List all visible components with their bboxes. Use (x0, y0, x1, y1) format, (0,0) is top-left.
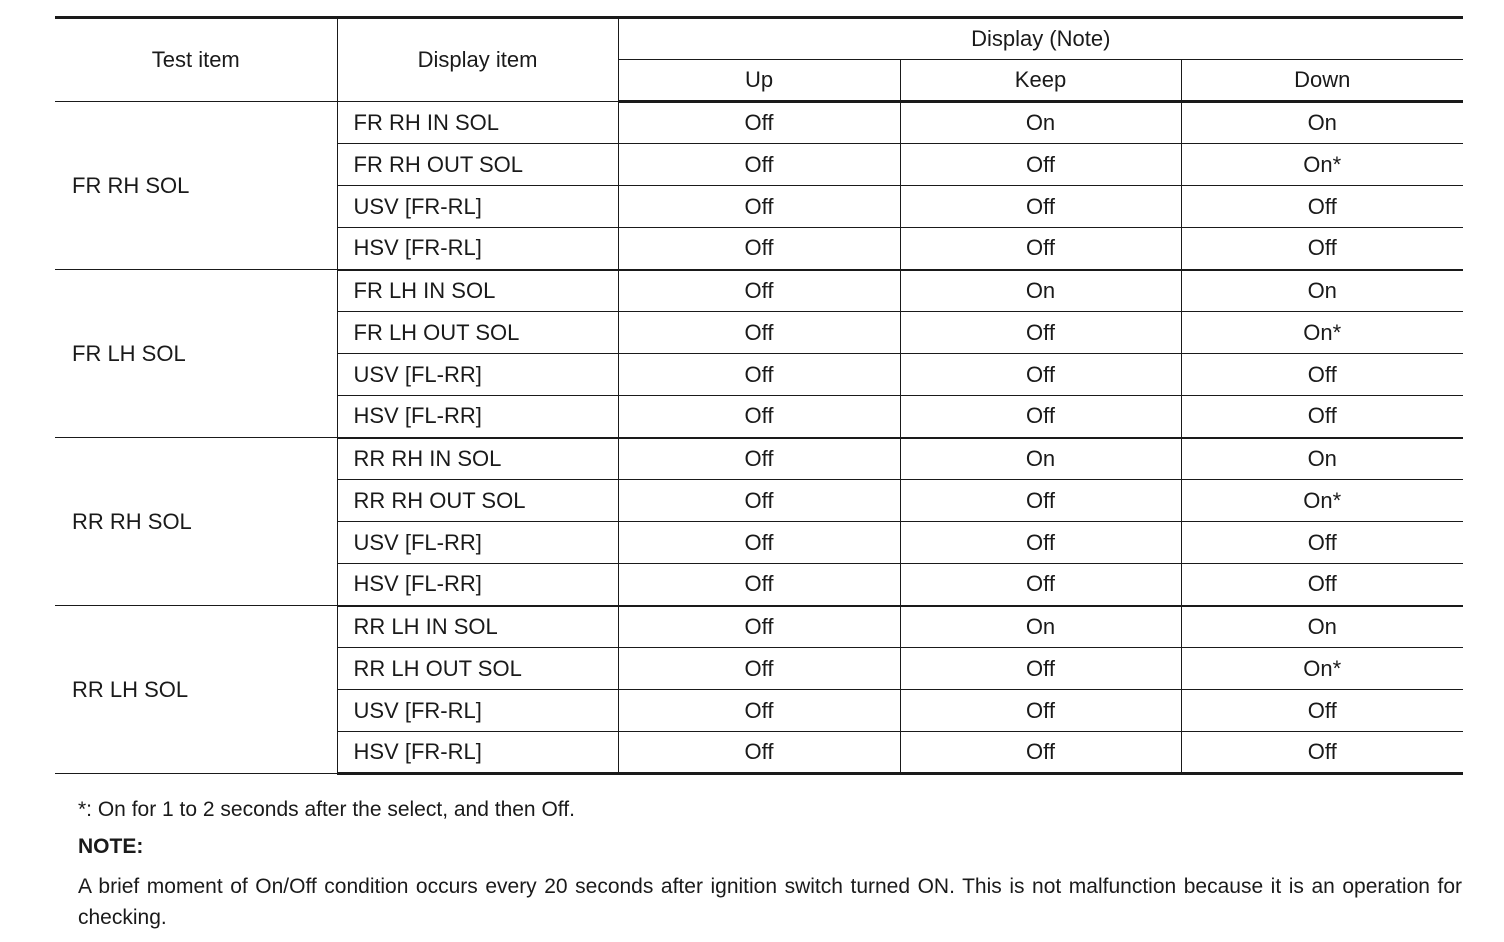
display-item-cell: FR LH OUT SOL (337, 312, 618, 354)
up-value-cell: Off (618, 606, 900, 648)
keep-value-cell: Off (900, 186, 1181, 228)
display-item-cell: RR RH OUT SOL (337, 480, 618, 522)
up-value-cell: Off (618, 648, 900, 690)
up-value-cell: Off (618, 438, 900, 480)
down-value-cell: On* (1181, 312, 1463, 354)
table-row (55, 606, 1463, 648)
keep-value-cell: Off (900, 690, 1181, 732)
table-row (55, 438, 1463, 480)
keep-value-cell: Off (900, 522, 1181, 564)
keep-value-cell: Off (900, 144, 1181, 186)
down-value-cell: Off (1181, 690, 1463, 732)
keep-value-cell: Off (900, 648, 1181, 690)
keep-value-cell: Off (900, 312, 1181, 354)
table-row (55, 270, 1463, 312)
up-value-cell: Off (618, 312, 900, 354)
solenoid-test-table (55, 16, 1463, 775)
keep-value-cell: Off (900, 354, 1181, 396)
up-value-cell: Off (618, 102, 900, 144)
keep-value-cell: On (900, 438, 1181, 480)
up-value-cell: Off (618, 228, 900, 270)
display-item-cell: RR RH IN SOL (337, 438, 618, 480)
display-item-cell: USV [FR-RL] (337, 690, 618, 732)
down-value-cell: On* (1181, 480, 1463, 522)
up-value-cell: Off (618, 522, 900, 564)
keep-value-cell: On (900, 102, 1181, 144)
keep-value-cell: On (900, 606, 1181, 648)
up-value-cell: Off (618, 480, 900, 522)
up-value-cell: Off (618, 270, 900, 312)
header-keep: Keep (900, 60, 1181, 102)
keep-value-cell: Off (900, 564, 1181, 606)
down-value-cell: Off (1181, 186, 1463, 228)
down-value-cell: On* (1181, 144, 1463, 186)
test-item-cell: RR LH SOL (55, 606, 337, 774)
up-value-cell: Off (618, 354, 900, 396)
test-item-cell: RR RH SOL (55, 438, 337, 606)
down-value-cell: On (1181, 102, 1463, 144)
footnote: *: On for 1 to 2 seconds after the select, and then Off. (78, 798, 575, 821)
down-value-cell: Off (1181, 522, 1463, 564)
keep-value-cell: Off (900, 228, 1181, 270)
display-item-cell: RR LH OUT SOL (337, 648, 618, 690)
up-value-cell: Off (618, 144, 900, 186)
up-value-cell: Off (618, 564, 900, 606)
up-value-cell: Off (618, 690, 900, 732)
keep-value-cell: Off (900, 396, 1181, 438)
display-item-cell: HSV [FL-RR] (337, 396, 618, 438)
down-value-cell: Off (1181, 732, 1463, 774)
up-value-cell: Off (618, 186, 900, 228)
note-heading: NOTE: (78, 835, 144, 858)
display-item-cell: RR LH IN SOL (337, 606, 618, 648)
test-item-cell: FR LH SOL (55, 270, 337, 438)
display-item-cell: USV [FL-RR] (337, 522, 618, 564)
header-display-item: Display item (337, 18, 618, 102)
display-item-cell: HSV [FL-RR] (337, 564, 618, 606)
display-item-cell: FR LH IN SOL (337, 270, 618, 312)
down-value-cell: On* (1181, 648, 1463, 690)
keep-value-cell: Off (900, 732, 1181, 774)
display-item-cell: FR RH OUT SOL (337, 144, 618, 186)
table-body (55, 102, 1463, 774)
down-value-cell: Off (1181, 354, 1463, 396)
display-item-cell: HSV [FR-RL] (337, 732, 618, 774)
keep-value-cell: Off (900, 480, 1181, 522)
down-value-cell: On (1181, 270, 1463, 312)
up-value-cell: Off (618, 732, 900, 774)
header-down: Down (1181, 60, 1463, 102)
down-value-cell: Off (1181, 228, 1463, 270)
keep-value-cell: On (900, 270, 1181, 312)
down-value-cell: On (1181, 438, 1463, 480)
table-row (55, 102, 1463, 144)
note-text: A brief moment of On/Off condition occurs every 20 seconds after ignition switch turned ON. This is not malfunction because it is an operation for checking. (78, 875, 1462, 929)
display-item-cell: USV [FL-RR] (337, 354, 618, 396)
test-item-cell: FR RH SOL (55, 102, 337, 270)
up-value-cell: Off (618, 396, 900, 438)
display-item-cell: FR RH IN SOL (337, 102, 618, 144)
down-value-cell: On (1181, 606, 1463, 648)
header-display-note: Display (Note) (618, 18, 1463, 60)
display-item-cell: HSV [FR-RL] (337, 228, 618, 270)
display-item-cell: USV [FR-RL] (337, 186, 618, 228)
header-up: Up (618, 60, 900, 102)
header-test-item: Test item (55, 18, 337, 102)
down-value-cell: Off (1181, 396, 1463, 438)
down-value-cell: Off (1181, 564, 1463, 606)
header-row-top (55, 18, 1463, 60)
